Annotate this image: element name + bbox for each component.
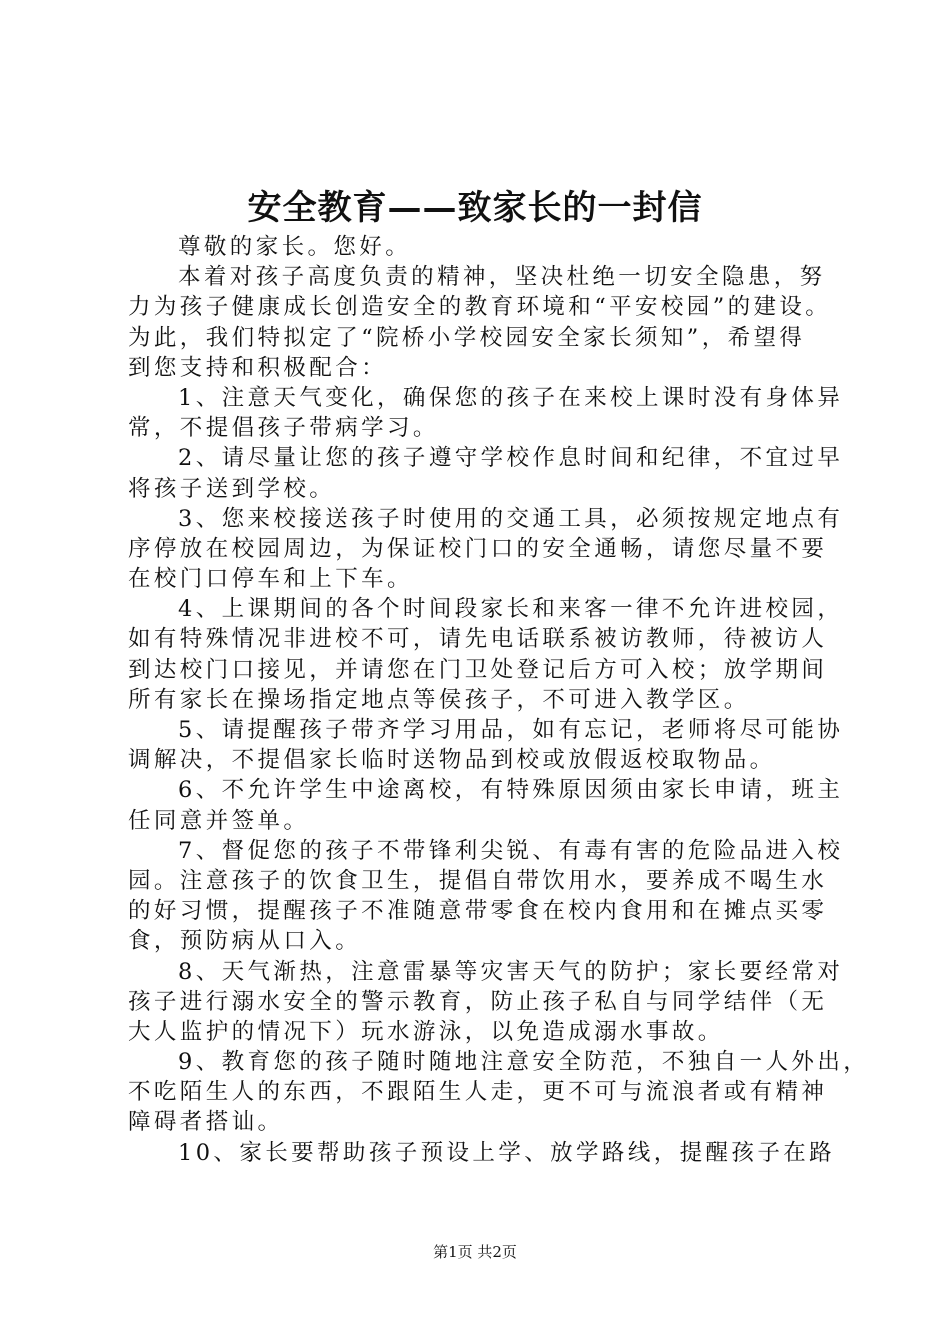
body-line: 如有特殊情况非进校不可，请先电话联系被访教师，待被访人 [128, 626, 828, 653]
body-line: 的好习惯，提醒孩子不准随意带零食在校内食用和在摊点买零 [128, 898, 828, 925]
body-line: 序停放在校园周边，为保证校门口的安全通畅，请您尽量不要 [128, 535, 828, 562]
body-line: 力为孩子健康成长创造安全的教育环境和“平安校园”的建设。 [128, 294, 832, 321]
body-line: 大人监护的情况下）玩水游泳，以免造成溺水事故。 [128, 1018, 724, 1045]
body-line: 3、您来校接送孩子时使用的交通工具，必须按规定地点有 [178, 505, 844, 532]
body-line: 10、家长要帮助孩子预设上学、放学路线，提醒孩子在路 [178, 1139, 836, 1166]
body-line: 为此，我们特拟定了“院桥小学校园安全家长须知”，希望得 [128, 324, 806, 351]
body-line: 障碍者搭讪。 [128, 1109, 284, 1136]
body-line: 尊敬的家长。您好。 [178, 234, 412, 260]
body-line: 园。注意孩子的饮食卫生，提倡自带饮用水，要养成不喝生水 [128, 867, 828, 894]
body-line: 9、教育您的孩子随时随地注意安全防范，不独自一人外出， [178, 1049, 870, 1076]
body-line: 7、督促您的孩子不带锋利尖锐、有毒有害的危险品进入校 [178, 837, 844, 864]
body-line: 6、不允许学生中途离校，有特殊原因须由家长申请，班主 [178, 777, 844, 804]
body-line: 4、上课期间的各个时间段家长和来客一律不允许进校园， [178, 596, 844, 623]
body-line: 在校门口停车和上下车。 [128, 566, 413, 593]
body-line: 所有家长在操场指定地点等侯孩子，不可进入教学区。 [128, 686, 750, 713]
body-line: 本着对孩子高度负责的精神，坚决杜绝一切安全隐患，努 [178, 264, 826, 291]
body-line: 常，不提倡孩子带病学习。 [128, 415, 439, 442]
body-line: 到达校门口接见，并请您在门卫处登记后方可入校；放学期间 [128, 656, 828, 683]
letter-body [128, 232, 870, 1168]
body-line: 孩子进行溺水安全的警示教育，防止孩子私自与同学结伴（无 [128, 988, 828, 1015]
body-line: 2、请尽量让您的孩子遵守学校作息时间和纪律，不宜过早 [178, 445, 844, 472]
body-line: 食，预防病从口入。 [128, 928, 362, 955]
page-footer: 第1页 共2页 [433, 1243, 517, 1261]
body-line: 8、天气渐热，注意雷暴等灾害天气的防护；家长要经常对 [178, 958, 844, 985]
body-line: 1、注意天气变化，确保您的孩子在来校上课时没有身体异 [178, 384, 844, 411]
body-line: 将孩子送到学校。 [128, 475, 336, 502]
body-line: 调解决，不提倡家长临时送物品到校或放假返校取物品。 [128, 747, 776, 774]
body-line: 到您支持和积极配合： [128, 354, 388, 381]
body-line: 不吃陌生人的东西，不跟陌生人走，更不可与流浪者或有精神 [128, 1079, 828, 1106]
document-title: 安全教育——致家长的一封信 [247, 188, 703, 228]
body-line: 任同意并签单。 [128, 807, 310, 834]
body-line: 5、请提醒孩子带齐学习用品，如有忘记，老师将尽可能协 [178, 717, 844, 743]
